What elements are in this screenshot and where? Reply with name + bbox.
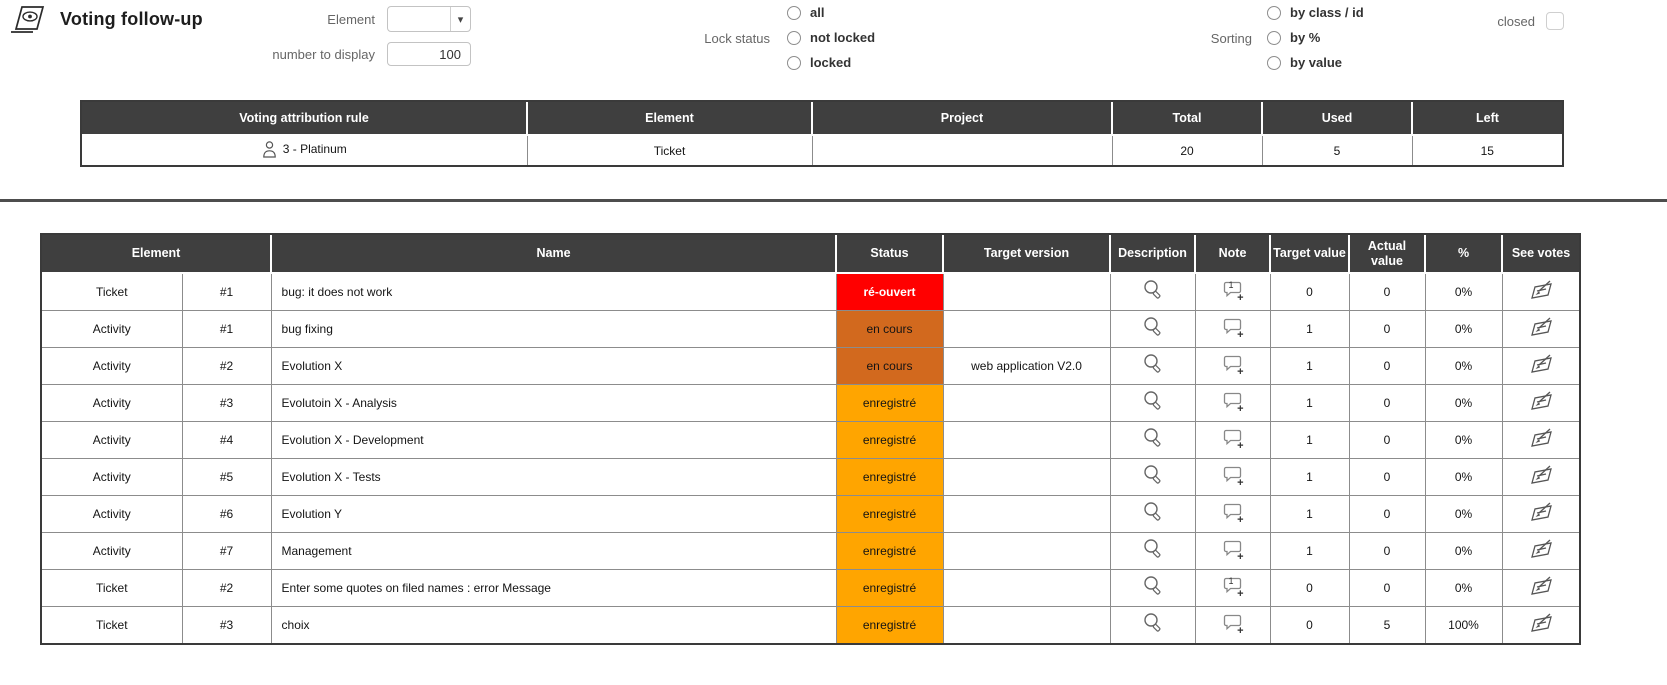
sorting-label: Sorting: [1210, 31, 1252, 46]
title-wrap: [8, 2, 203, 36]
element-type-cell: Activity: [42, 495, 182, 532]
radio-all[interactable]: [787, 6, 801, 20]
add-note-icon[interactable]: [1222, 355, 1244, 378]
magnifier-icon[interactable]: [1141, 315, 1165, 339]
see-votes-cell[interactable]: [1502, 384, 1579, 421]
add-note-icon[interactable]: [1222, 429, 1244, 452]
status-badge: enregistré: [836, 569, 943, 606]
percent-cell: 0%: [1425, 532, 1502, 569]
element-type-cell: Activity: [42, 384, 182, 421]
element-number-cell: #6: [182, 495, 271, 532]
actual-value-cell: 0: [1349, 532, 1425, 569]
see-votes-cell[interactable]: [1502, 273, 1579, 310]
see-votes-cell[interactable]: [1502, 310, 1579, 347]
magnifier-icon[interactable]: [1141, 463, 1165, 487]
name-cell: Evolution Y: [271, 495, 836, 532]
ballot-pencil-icon[interactable]: [1528, 278, 1554, 302]
target-version-cell: [943, 421, 1110, 458]
element-type-cell: Activity: [42, 458, 182, 495]
element-number-cell: #2: [182, 347, 271, 384]
add-note-icon[interactable]: [1222, 280, 1244, 305]
element-select-value: [388, 7, 450, 31]
status-badge: enregistré: [836, 384, 943, 421]
element-number-cell: #1: [182, 273, 271, 310]
col-target-value: Target value: [1270, 235, 1349, 273]
element-number-cell: #1: [182, 310, 271, 347]
table-row: [42, 273, 1579, 310]
rule-cell: 3 - Platinum: [82, 135, 527, 165]
ballot-pencil-icon[interactable]: [1528, 352, 1554, 376]
actual-value-cell: 0: [1349, 421, 1425, 458]
target-version-cell: [943, 384, 1110, 421]
magnifier-icon[interactable]: [1141, 352, 1165, 376]
total-cell: 20: [1112, 135, 1262, 165]
status-badge: enregistré: [836, 606, 943, 643]
see-votes-cell[interactable]: [1502, 458, 1579, 495]
table-row: [42, 532, 1579, 569]
number-to-display-label: number to display: [272, 47, 375, 62]
target-value-cell: 1: [1270, 384, 1349, 421]
magnifier-icon[interactable]: [1141, 537, 1165, 561]
magnifier-icon[interactable]: [1141, 500, 1165, 524]
col-see-votes: See votes: [1502, 235, 1579, 273]
plus-icon: +: [1237, 477, 1244, 489]
col-percent: %: [1425, 235, 1502, 273]
actual-value-cell: 0: [1349, 458, 1425, 495]
note-cell[interactable]: [1195, 532, 1270, 569]
target-version-cell: [943, 273, 1110, 310]
description-cell[interactable]: [1110, 495, 1195, 532]
description-cell[interactable]: [1110, 532, 1195, 569]
votes-table: [40, 233, 1581, 645]
col-left: Left: [1412, 102, 1562, 135]
col-note: Note: [1195, 235, 1270, 273]
element-number-cell: #7: [182, 532, 271, 569]
actual-value-cell: 0: [1349, 347, 1425, 384]
plus-icon: +: [1237, 440, 1244, 452]
plus-icon: +: [1237, 625, 1244, 638]
element-cell: Ticket: [527, 135, 812, 165]
target-version-cell: [943, 532, 1110, 569]
name-cell: Evolution X - Development: [271, 421, 836, 458]
see-votes-cell[interactable]: [1502, 569, 1579, 606]
sorting-option-by-percent[interactable]: by %: [1267, 25, 1364, 50]
sorting-option-by-value[interactable]: by value: [1267, 50, 1364, 75]
element-label: Element: [327, 12, 375, 27]
section-divider: [0, 199, 1667, 202]
closed-checkbox[interactable]: [1546, 12, 1564, 30]
target-value-cell: 1: [1270, 532, 1349, 569]
target-version-cell: web application V2.0: [943, 347, 1110, 384]
col-voting-attribution-rule: Voting attribution rule: [82, 102, 527, 135]
actual-value-cell: 0: [1349, 569, 1425, 606]
actual-value-cell: 0: [1349, 384, 1425, 421]
plus-icon: +: [1237, 551, 1244, 563]
element-number-cell: #5: [182, 458, 271, 495]
percent-cell: 0%: [1425, 347, 1502, 384]
element-type-cell: Activity: [42, 310, 182, 347]
percent-cell: 0%: [1425, 273, 1502, 310]
percent-cell: 0%: [1425, 421, 1502, 458]
sorting-option-by-class-id[interactable]: by class / id: [1267, 0, 1364, 25]
target-value-cell: 0: [1270, 273, 1349, 310]
target-value-cell: 1: [1270, 458, 1349, 495]
name-cell: Evolution X: [271, 347, 836, 384]
number-to-display-input[interactable]: [387, 42, 471, 66]
status-badge: enregistré: [836, 458, 943, 495]
see-votes-cell[interactable]: [1502, 421, 1579, 458]
note-count: 1: [1228, 576, 1234, 586]
lock-option-not-locked[interactable]: not locked: [787, 25, 875, 50]
status-badge: enregistré: [836, 495, 943, 532]
summary-row: [82, 135, 1562, 165]
table-row: [42, 606, 1579, 643]
note-cell[interactable]: [1195, 347, 1270, 384]
note-cell[interactable]: [1195, 569, 1270, 606]
target-version-cell: [943, 458, 1110, 495]
votes-table-body: [42, 273, 1579, 643]
voting-eye-icon: [8, 2, 48, 36]
add-note-icon[interactable]: [1222, 318, 1244, 341]
element-type-cell: Ticket: [42, 606, 182, 643]
lock-status-label: Lock status: [704, 31, 770, 46]
element-type-cell: Ticket: [42, 273, 182, 310]
description-cell[interactable]: [1110, 347, 1195, 384]
description-cell[interactable]: [1110, 421, 1195, 458]
radio-by-class-id[interactable]: [1267, 6, 1281, 20]
lock-status-group: [787, 0, 875, 75]
target-version-cell: [943, 310, 1110, 347]
plus-icon: +: [1237, 514, 1244, 526]
lock-option-locked[interactable]: locked: [787, 50, 875, 75]
name-cell: Enter some quotes on filed names : error Message: [271, 569, 836, 606]
votes-header-row: [42, 235, 1579, 273]
description-cell[interactable]: [1110, 310, 1195, 347]
description-cell[interactable]: [1110, 606, 1195, 643]
status-badge: enregistré: [836, 421, 943, 458]
radio-by-value[interactable]: [1267, 56, 1281, 70]
voting-attribution-table: [80, 100, 1564, 167]
target-value-cell: 1: [1270, 310, 1349, 347]
ballot-pencil-icon[interactable]: [1528, 611, 1554, 635]
note-cell[interactable]: [1195, 273, 1270, 310]
see-votes-cell[interactable]: [1502, 495, 1579, 532]
add-note-icon[interactable]: [1222, 540, 1244, 563]
status-badge: en cours: [836, 347, 943, 384]
left-cell: 15: [1412, 135, 1562, 165]
element-type-cell: Activity: [42, 532, 182, 569]
plus-icon: +: [1237, 329, 1244, 341]
ballot-pencil-icon[interactable]: [1528, 574, 1554, 598]
element-number-cell: #3: [182, 384, 271, 421]
actual-value-cell: 5: [1349, 606, 1425, 643]
element-select-button[interactable]: [450, 7, 470, 31]
sorting-group: [1267, 0, 1364, 75]
add-note-icon[interactable]: [1222, 503, 1244, 526]
status-badge: enregistré: [836, 532, 943, 569]
description-cell[interactable]: [1110, 458, 1195, 495]
actual-value-cell: 0: [1349, 273, 1425, 310]
see-votes-cell[interactable]: [1502, 532, 1579, 569]
see-votes-cell[interactable]: [1502, 347, 1579, 384]
ballot-pencil-icon[interactable]: [1528, 537, 1554, 561]
col-description: Description: [1110, 235, 1195, 273]
target-version-cell: [943, 569, 1110, 606]
target-value-cell: 1: [1270, 495, 1349, 532]
percent-cell: 100%: [1425, 606, 1502, 643]
col-name: Name: [271, 235, 836, 273]
col-status: Status: [836, 235, 943, 273]
plus-icon: +: [1237, 366, 1244, 378]
name-cell: Evolution X - Tests: [271, 458, 836, 495]
target-value-cell: 1: [1270, 421, 1349, 458]
element-number-cell: #2: [182, 569, 271, 606]
see-votes-cell[interactable]: [1502, 606, 1579, 643]
status-badge: en cours: [836, 310, 943, 347]
note-count: 1: [1228, 280, 1234, 291]
target-version-cell: [943, 606, 1110, 643]
percent-cell: 0%: [1425, 310, 1502, 347]
ballot-pencil-icon[interactable]: [1528, 389, 1554, 413]
magnifier-icon[interactable]: [1141, 611, 1165, 635]
name-cell: choix: [271, 606, 836, 643]
used-cell: 5: [1262, 135, 1412, 165]
note-cell[interactable]: [1195, 421, 1270, 458]
description-cell[interactable]: [1110, 569, 1195, 606]
page-title: Voting follow-up: [60, 8, 203, 29]
add-note-icon[interactable]: [1222, 614, 1244, 638]
magnifier-icon[interactable]: [1141, 574, 1165, 598]
element-number-cell: #4: [182, 421, 271, 458]
col-project: Project: [812, 102, 1112, 135]
description-cell[interactable]: [1110, 384, 1195, 421]
table-row: [42, 458, 1579, 495]
ballot-pencil-icon[interactable]: [1528, 426, 1554, 450]
magnifier-icon[interactable]: [1141, 426, 1165, 450]
lock-option-all[interactable]: all: [787, 0, 875, 25]
plus-icon: +: [1237, 588, 1244, 600]
radio-not-locked[interactable]: [787, 31, 801, 45]
table-row: [42, 310, 1579, 347]
col-element: Element: [527, 102, 812, 135]
magnifier-icon[interactable]: [1141, 278, 1165, 302]
element-number-cell: #3: [182, 606, 271, 643]
magnifier-icon[interactable]: [1141, 389, 1165, 413]
radio-locked[interactable]: [787, 56, 801, 70]
actual-value-cell: 0: [1349, 310, 1425, 347]
percent-cell: 0%: [1425, 495, 1502, 532]
note-cell[interactable]: [1195, 606, 1270, 643]
target-value-cell: 0: [1270, 606, 1349, 643]
name-cell: bug fixing: [271, 310, 836, 347]
note-cell[interactable]: [1195, 310, 1270, 347]
percent-cell: 0%: [1425, 569, 1502, 606]
table-row: [42, 495, 1579, 532]
top-form-bar: [0, 0, 1667, 90]
plus-icon: +: [1237, 292, 1244, 305]
ballot-pencil-icon[interactable]: [1528, 315, 1554, 339]
name-cell: Evolutoin X - Analysis: [271, 384, 836, 421]
col-target-version: Target version: [943, 235, 1110, 273]
add-note-icon[interactable]: [1222, 392, 1244, 415]
element-select[interactable]: [387, 6, 471, 32]
percent-cell: 0%: [1425, 458, 1502, 495]
ballot-pencil-icon[interactable]: [1528, 500, 1554, 524]
radio-by-percent[interactable]: [1267, 31, 1281, 45]
add-note-icon[interactable]: [1222, 466, 1244, 489]
person-icon: [262, 141, 277, 158]
element-type-cell: Activity: [42, 347, 182, 384]
summary-header-row: [82, 102, 1562, 135]
note-cell[interactable]: [1195, 495, 1270, 532]
element-type-cell: Ticket: [42, 569, 182, 606]
plus-icon: +: [1237, 403, 1244, 415]
name-cell: Management: [271, 532, 836, 569]
actual-value-cell: 0: [1349, 495, 1425, 532]
col-element: Element: [42, 235, 271, 273]
target-value-cell: 0: [1270, 569, 1349, 606]
col-actual-value: Actual value: [1349, 235, 1425, 273]
col-used: Used: [1262, 102, 1412, 135]
ballot-pencil-icon[interactable]: [1528, 463, 1554, 487]
status-badge: ré-ouvert: [836, 273, 943, 310]
note-cell[interactable]: [1195, 384, 1270, 421]
element-type-cell: Activity: [42, 421, 182, 458]
note-cell[interactable]: [1195, 458, 1270, 495]
target-version-cell: [943, 495, 1110, 532]
project-cell: [812, 135, 1112, 165]
table-row: [42, 347, 1579, 384]
table-row: [42, 384, 1579, 421]
chevron-down-icon: ▾: [457, 13, 464, 26]
percent-cell: 0%: [1425, 384, 1502, 421]
col-total: Total: [1112, 102, 1262, 135]
table-row: [42, 421, 1579, 458]
name-cell: bug: it does not work: [271, 273, 836, 310]
table-row: [42, 569, 1579, 606]
add-note-icon[interactable]: [1222, 576, 1244, 600]
closed-label: closed: [1497, 14, 1535, 29]
target-value-cell: 1: [1270, 347, 1349, 384]
description-cell[interactable]: [1110, 273, 1195, 310]
